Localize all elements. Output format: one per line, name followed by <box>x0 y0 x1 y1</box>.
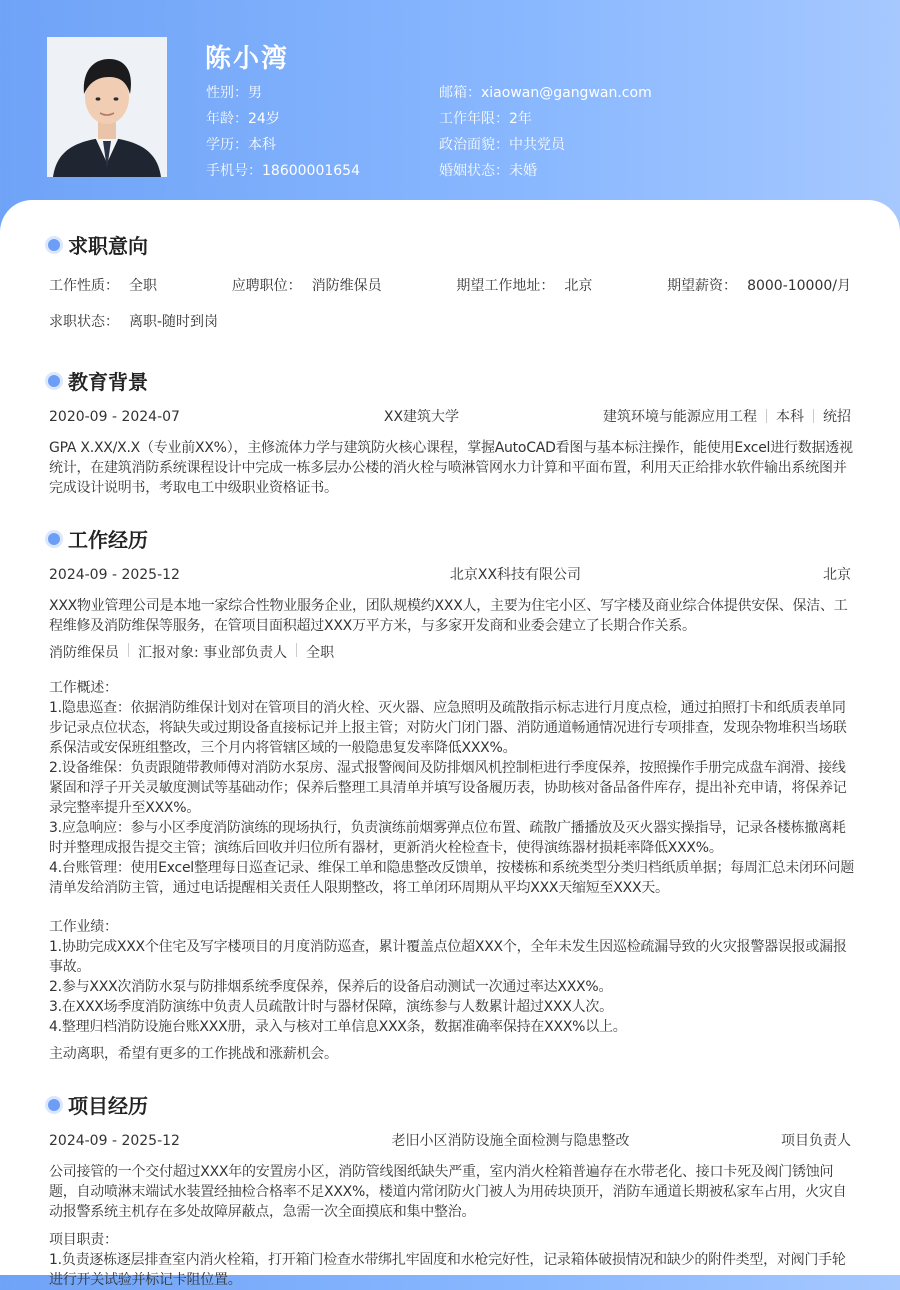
intent-position: 应聘职位： 消防维保员 <box>231 278 382 294</box>
info-email: 邮箱：xiaowan@gangwan.com <box>439 85 652 101</box>
work-role-tags: 消防维保员 汇报对象: 事业部负责人 全职 <box>49 645 335 661</box>
profile-photo <box>47 37 167 177</box>
bullet-dot-icon <box>48 1099 60 1111</box>
project-duties: 项目职责： 1.负责逐栋逐层排查室内消火栓箱，打开箱门检查水带绑扎牢固度和水枪完好性，记录箱体破损情况和缺少的附件类型，对阀门手轮进行开关试验并标记卡阻位置。 <box>49 1232 846 1288</box>
project-name: 老旧小区消防设施全面检测与隐患整改 <box>391 1133 630 1149</box>
project-role: 项目负责人 <box>780 1133 851 1149</box>
person-avatar-icon <box>47 37 167 177</box>
info-political: 政治面貌：中共党员 <box>439 137 565 153</box>
work-header-row <box>49 565 851 585</box>
intent-status: 求职状态： 离职-随时到岗 <box>49 314 219 330</box>
work-company-intro: XXX物业管理公司是本地一家综合性物业服务企业，团队规模约XXX人，主要为住宅小区、写字楼及商业综合体提供安保、保洁、工程维修及消防维保等服务，在管项目面积超过XXX万平方米，与多家开发商和业委会建立了长期合作关系。 <box>49 598 848 634</box>
resume-header <box>0 0 900 215</box>
section-title-intent: 求职意向 <box>48 230 148 259</box>
project-date: 2024-09 - 2025-12 <box>49 1133 180 1149</box>
work-leave-reason: 主动离职，希望有更多的工作挑战和涨薪机会。 <box>49 1046 338 1062</box>
info-gender: 性别：男 <box>206 85 262 101</box>
bullet-dot-icon <box>48 533 60 545</box>
divider <box>766 409 767 423</box>
section-title-education: 教育背景 <box>48 366 148 395</box>
intent-salary: 期望薪资： 8000-10000/月 <box>667 278 851 294</box>
info-phone: 手机号：18600001654 <box>206 163 360 179</box>
project-header-row <box>49 1131 851 1151</box>
education-school: XX建筑大学 <box>383 409 460 425</box>
work-achievements: 工作业绩： 1.协助完成XXX个住宅及写字楼项目的月度消防巡查，累计覆盖点位超XXX个，全年未发生因巡检疏漏导致的火灾报警器误报或漏报事故。 2.参与XXX次消防水泵与防排烟系统季度保养，保养后的设备启动测试一次通过率达XXX%。 3.在XXX场季度消防演练中负责人员疏散计时与器材保障，演练参与人数累计超过XXX人次。 4.整理归档消防设施台账XXX册，录入与核对工单信息XXX条，数据准确率保持在XXX%以上。 <box>49 919 847 1035</box>
work-company: 北京XX科技有限公司 <box>449 567 582 583</box>
divider <box>296 643 297 657</box>
education-date: 2020-09 - 2024-07 <box>49 409 180 425</box>
info-work-years: 工作年限：2年 <box>439 111 532 127</box>
work-overview: 工作概述： 1.隐患巡查：依据消防维保计划对在管项目的消火栓、灭火器、应急照明及疏散指示标志进行月度点检，通过拍照打卡和纸质表单同步记录点位状态，将缺失或过期设备直接标记并上报主管；对防火门闭门器、消防通道畅通情况进行专项排查，发现杂物堆积当场联系保洁或安保班组整改，三个月内将管辖区域的一般隐患复发率降低XXX%。 2.设备维保：负责跟随带教师傅对消防水泵房、湿式报警阀间及防排烟风机控制柜进行季度保养，按照操作手册完成盘车润滑、接线紧固和浮子开关灵敏度测试等基础动作；保养后整理工具清单并填写设备履历表，协助核对备品备件库存，提出补充申请，将保养记录完整率提升至XXX%。 3.应急响应：参与小区季度消防演练的现场执行，负责演练前烟雾弹点位布置、疏散广播播放及灭火器实操指导，记录各楼栋撤离耗时并整理成报告提交主管；演练后回收并归位所有器材，更新消火栓检查卡，使得演练器材损耗率降低XXX%。 4.台账管理：使用Excel整理每日巡查记录、维保工单和隐患整改反馈单，按楼栋和系统类型分类归档纸质单据；每周汇总未闭环问题清单发给消防主管，通过电话提醒相关责任人限期整改，将工单闭环周期从平均XXX天缩短至XXX天。 <box>49 680 854 896</box>
project-description: 公司接管的一个交付超过XXX年的安置房小区，消防管线图纸缺失严重，室内消火栓箱普遍存在水带老化、接口卡死及阀门锈蚀问题，自动喷淋末端试水装置经抽检合格率不足XXX%，楼道内常闭防火门被人为用砖块顶开，消防车通道长期被私家车占用，火灾自动报警系统主机存在多处故障屏蔽点，急需一次全面摸底和集中整治。 <box>49 1164 847 1220</box>
divider <box>128 643 129 657</box>
info-education: 学历：本科 <box>206 137 276 153</box>
section-title-project: 项目经历 <box>48 1090 148 1119</box>
intent-location: 期望工作地址： 北京 <box>456 278 593 294</box>
intent-row-2 <box>49 312 851 332</box>
candidate-name: 陈小湾 <box>205 44 290 74</box>
basic-info-left <box>206 80 360 184</box>
info-age: 年龄：24岁 <box>206 111 280 127</box>
bullet-dot-icon <box>48 239 60 251</box>
intent-job-type: 工作性质： 全职 <box>49 278 157 294</box>
intent-row-1 <box>49 276 851 296</box>
education-description: GPA X.XX/X.X（专业前XX%），主修流体力学与建筑防火核心课程，掌握AutoCAD看图与基本标注操作，能使用Excel进行数据透视统计，在建筑消防系统课程设计中完成一栋多层办公楼的消火栓与喷淋管网水力计算和平面布置，利用天正给排水软件输出系统图并完成设计说明书，考取电工中级职业资格证书。 <box>49 440 853 496</box>
education-header-row <box>49 407 851 427</box>
divider <box>813 409 814 423</box>
education-tags: 建筑环境与能源应用工程 本科 统招 <box>602 409 851 425</box>
work-date: 2024-09 - 2025-12 <box>49 567 180 583</box>
basic-info-right <box>439 80 652 184</box>
work-city: 北京 <box>822 567 851 583</box>
section-title-work: 工作经历 <box>48 524 148 553</box>
bullet-dot-icon <box>48 375 60 387</box>
info-marital: 婚姻状态：未婚 <box>439 163 537 179</box>
